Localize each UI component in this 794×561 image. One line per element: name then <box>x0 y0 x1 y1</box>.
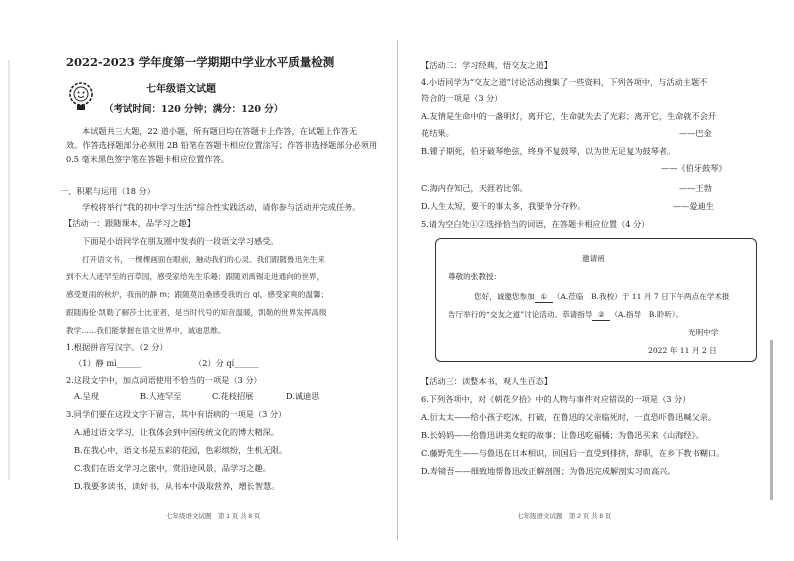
activity-three-heading: 【活动三：读整本书，观人生百态】 <box>421 376 553 386</box>
q4-option-b: B.锺子期死，伯牙破琴绝弦，终身不复鼓琴，以为世无足复为鼓琴者。 <box>421 146 676 156</box>
exam-title: 2022-2023 学年度第一学期期中学业水平质量检测 <box>66 55 335 69</box>
q4-option-a-line-1: A.友情是生命中的一盏明灯，离开它，生命就失去了光彩；离开它，生命就不会开 <box>421 111 717 121</box>
q2-option-d: D.诚迪思 <box>286 391 320 401</box>
question-2: 2.这段文字中，加点词语使用不恰当的一项是（3 分） <box>66 375 262 385</box>
q2-option-c: C.花枝招展 <box>212 391 254 401</box>
q4-option-c-source: ——王勃 <box>679 183 712 193</box>
q6-option-c: C.藤野先生——与鲁迅在日本相识，回国后一直受到排挤，辞职，在乡下教书糊口。 <box>421 448 725 458</box>
letter-blank-1: ① <box>535 291 553 303</box>
letter-title: 邀请函 <box>582 254 605 263</box>
question-5: 5.请为空白处①②选择恰当的词语，在答题卡相应位置（4 分） <box>421 219 650 229</box>
passage-line-3: 感受夏雨的秋炉，我而的静 m；跟随莫泊桑感受我的台 ql，感受家爽的温馨； <box>66 290 329 299</box>
subject-title: 七年级语文试题 <box>146 84 216 95</box>
activity-one-heading: 【活动一：跟随课本，品学习之趣】 <box>64 218 196 228</box>
question-3: 3.同学们要在这段文字下留言，其中有语病的一项是（3 分） <box>66 409 287 419</box>
q4-option-a-line-2: 花结果。 <box>421 128 454 138</box>
q3-option-c: C.我们在语文学习之旅中，赏沿途风景，品学习之趣。 <box>74 463 271 473</box>
letter-salutation: 尊敬的张教授： <box>448 272 502 281</box>
invitation-letter-frame <box>435 238 757 362</box>
letter-body-line-1-text-a: 您好，诚邀您参加 <box>474 292 535 301</box>
passage-line-1: 打开语文书，一棵棵画面在眼前，触动我们的心灵。我们跟随鲁迅先生来 <box>82 255 325 264</box>
q4-option-c: C.海内存知己，天涯若比邻。 <box>421 183 528 193</box>
letter-date: 2022 年 11 月 2 日 <box>648 346 717 355</box>
letter-body-line-1-text-b: （A.莅临 B.我校）于 11 月 7 日下午两点在学术报 <box>552 292 730 301</box>
scan-edge-mark <box>770 340 773 500</box>
q4-line-2: 符合的一项是（3 分） <box>421 93 503 103</box>
q1-blank-1: （1）静 mì______ <box>74 358 142 368</box>
scan-edge-mark-left <box>8 60 10 480</box>
q6-option-d: D.寿镜吾——细致地帮鲁迅改正解剖图；为鲁迅完成解剖实习而高兴。 <box>421 466 676 476</box>
section-one-heading: 一、积累与运用（18 分） <box>60 186 155 196</box>
right-footer: 七年级语文试题 第 2 页 共 8 页 <box>517 513 612 520</box>
letter-blank-2: ② <box>592 309 610 321</box>
passage-line-2: 到不大人迹罕至的百草园，感受家给先生乐趣；跟随刘禹锡走进通向的世界， <box>66 272 325 281</box>
q4-option-a-source: ——巴金 <box>679 128 712 138</box>
time-score: （考试时间：120 分钟；满分：120 分） <box>104 104 284 115</box>
activity-two-heading: 【活动二：学习经典，悟交友之道】 <box>421 60 553 70</box>
letter-body-line-2-text-b: （A.指导 B.聆听）。 <box>610 310 684 319</box>
q2-option-b: B.人迹罕至 <box>140 391 182 401</box>
q3-option-b: B.在我心中，语文书是五彩的花园，色彩缤纷，生机无限。 <box>74 445 288 455</box>
question-1: 1.根据拼音写汉字。（2 分） <box>66 342 168 352</box>
q4-option-d-source: ——爱迪生 <box>673 201 714 211</box>
passage-line-4: 跟随海伦·凯勒了解莎士比亚者，是当时代号的知音温暖，凯勒的世界发挥高级 <box>66 308 327 317</box>
letter-signature: 光明中学 <box>688 328 719 337</box>
q6-option-a: A.衍太太——给小孩子吃冰，打破，在鲁迅的父亲临死时，一直恐吓鲁迅喊父亲。 <box>421 412 717 422</box>
q2-option-a: A.呈现 <box>74 391 99 401</box>
q4-option-b-source: ——《伯牙鼓琴》 <box>661 163 727 173</box>
q6-option-b: B.长妈妈——给鲁迅讲美女蛇的故事；让鲁迅吃福橘；为鲁迅买来《山海经》。 <box>421 430 704 440</box>
letter-body-line-2 <box>448 309 683 321</box>
passage-line-5: 教学……我们能掌握在语文世界中，诚迪思维。 <box>66 326 226 335</box>
instruction-line-2: 效。作答选择题部分必须用 2B 铅笔在答题卡相应位置涂写；作答非选择题部分必须用 <box>66 140 378 150</box>
section-one-intro: 学校将举行“我的初中学习生活”综合性实践活动，请你参与活动并完成任务。 <box>82 202 361 212</box>
activity-one-intro: 下面是小语同学在朋友圈中发表的一段语文学习感受。 <box>82 236 279 246</box>
q4-option-d: D.人生太短，要干的事太多，我要争分夺秒。 <box>421 201 586 211</box>
left-footer: 七年级语文试题 第 1 页 共 8 页 <box>166 513 261 520</box>
q1-blank-2: （2）分 qí______ <box>194 358 259 368</box>
instruction-line-1: 本试题共三大题，22 道小题，所有题目均在答题卡上作答，在试题上作答无 <box>82 126 358 136</box>
letter-body-line-2-text-a: 告厅举行的“交友之道”讨论活动。恭请指导 <box>448 310 593 319</box>
letter-body-line-1 <box>474 291 729 303</box>
question-6: 6.下列各项中，对《朝花夕拾》中的人物与事件对应错误的一项是（3 分） <box>421 394 691 404</box>
instruction-line-3: 0.5 毫米黑色签字笔在答题卡相应位置作答。 <box>66 154 229 164</box>
q4-line-1: 4.小语同学为“交友之道”讨论活动搜集了一些资料，下列各项中，与活动主题不 <box>421 77 708 87</box>
q3-option-d: D.我要多读书、读好书，从书本中汲取营养，增长智慧。 <box>74 481 280 491</box>
q3-option-a: A.通过语文学习，让我体会到中国传统文化的博大精深。 <box>74 427 280 437</box>
mascot-logo <box>64 78 98 112</box>
